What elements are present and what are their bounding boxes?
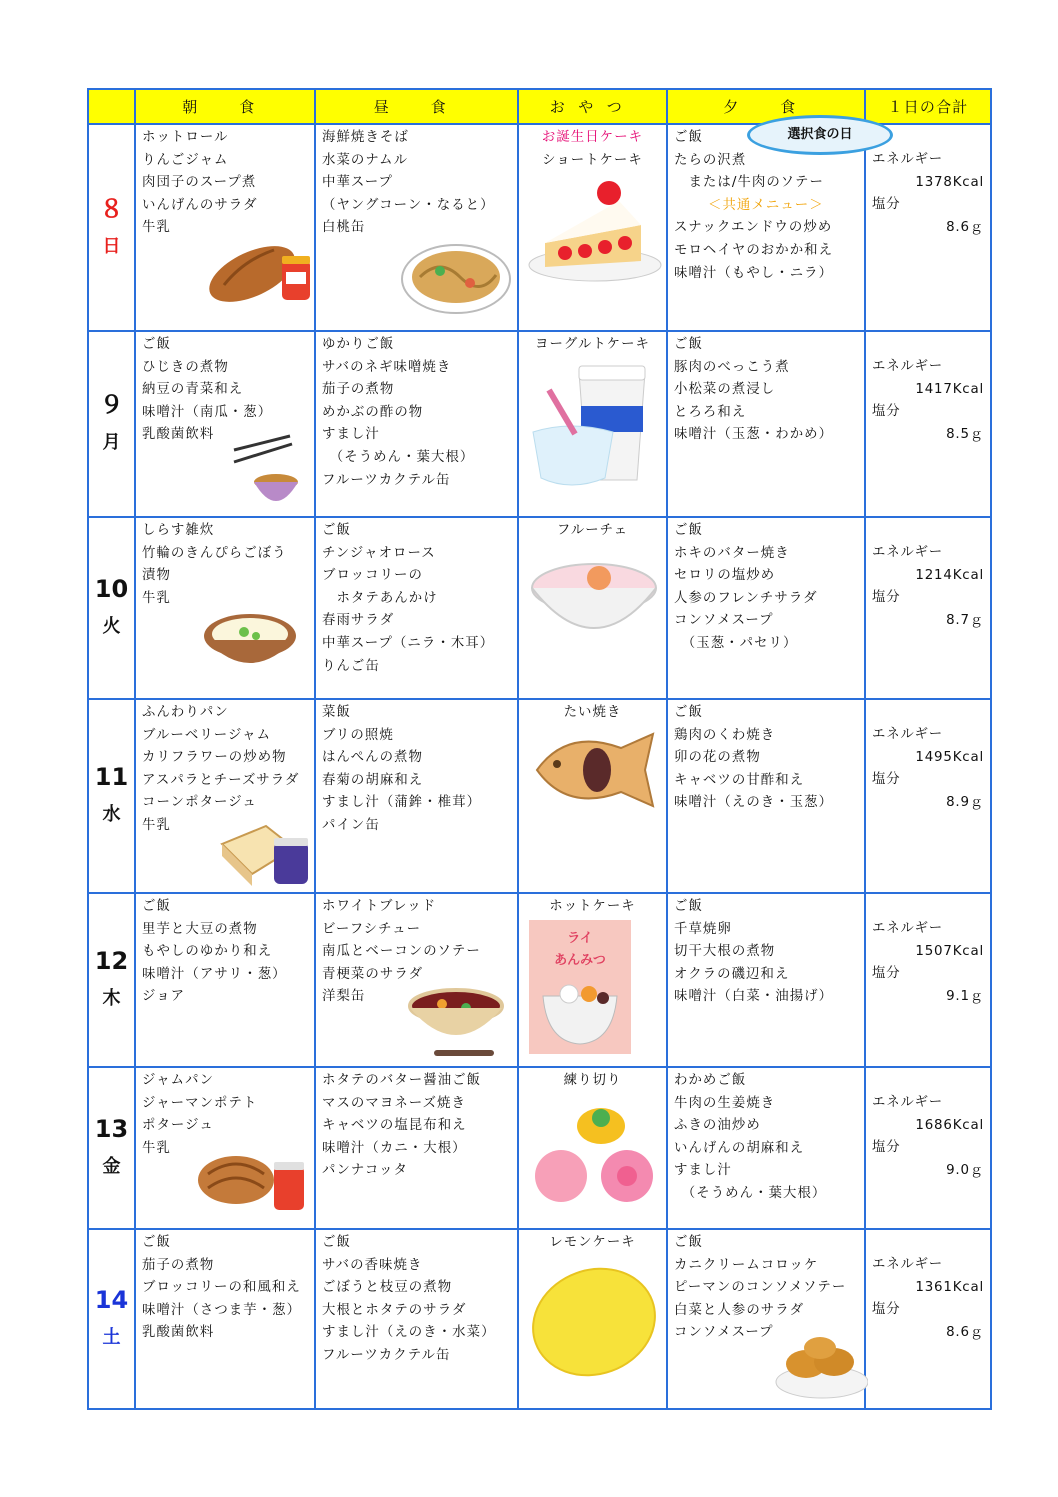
table-row bbox=[88, 1229, 991, 1409]
snack-menu: ヨーグルトケーキ bbox=[534, 337, 651, 352]
dinner-menu: ご飯 豚肉のべっこう煮 小松菜の煮浸し とろろ和え 味噌汁（玉葱・わかめ） bbox=[674, 337, 834, 443]
snack-cell bbox=[518, 893, 667, 1067]
lunch-menu: 海鮮焼きそば 水菜のナムル 中華スープ （ヤングコーン・なると） 白桃缶 bbox=[322, 130, 495, 236]
snack-cell bbox=[518, 1229, 667, 1409]
dinner-menu: ご飯 ホキのバター焼き セロリの塩炒め 人参のフレンチサラダ コンソメスープ （玉葱・パセリ） bbox=[674, 523, 818, 651]
snack-cell bbox=[518, 1067, 667, 1229]
dinner-menu-common: スナックエンドウの炒め モロヘイヤのおかか和え 味噌汁（もやし・ニラ） bbox=[674, 220, 834, 281]
day-number: 12 bbox=[94, 947, 129, 975]
dinner-cell bbox=[667, 124, 865, 331]
breakfast-menu: ふんわりパン ブルーベリージャム カリフラワーの炒め物 アスパラとチーズサラダ コーンポタージュ 牛乳 bbox=[142, 705, 300, 833]
anmitsu-bowl-icon bbox=[529, 972, 631, 1052]
salt-value: 8.9ｇ bbox=[946, 794, 984, 810]
day-cell bbox=[88, 331, 135, 517]
corner-cell bbox=[88, 89, 135, 124]
day-weekday: 木 bbox=[102, 988, 121, 1009]
salt-value: 8.5ｇ bbox=[946, 426, 984, 442]
salt-label: 塩分 bbox=[872, 1140, 901, 1156]
daily-total-cell bbox=[865, 1067, 991, 1229]
day-weekday: 火 bbox=[102, 616, 121, 637]
energy-label: エネルギー bbox=[872, 1095, 943, 1110]
salt-value: 8.7ｇ bbox=[946, 612, 984, 628]
fruiche-bowl-icon bbox=[527, 548, 661, 648]
anmitsu-card bbox=[529, 920, 631, 1054]
day-number: 14 bbox=[94, 1286, 129, 1314]
header-breakfast: 朝 食 bbox=[135, 89, 315, 124]
bread-roll-icon bbox=[204, 230, 314, 310]
day-weekday: 水 bbox=[102, 804, 121, 825]
energy-value: 1417Kcal bbox=[915, 381, 984, 397]
dinner-cell bbox=[667, 1229, 865, 1409]
dinner-cell bbox=[667, 517, 865, 699]
snack-menu bbox=[519, 125, 666, 172]
dinner-menu: わかめご飯 牛肉の生姜焼き ふきの油炒め いんげんの胡麻和え すまし汁 （そうめん・葉大根） bbox=[674, 1073, 827, 1201]
energy-label: エネルギー bbox=[872, 1257, 943, 1272]
salt-value: 9.1ｇ bbox=[946, 988, 984, 1004]
dinner-menu: ご飯 カニクリームコロッケ ピーマンのコンソメソテー 白菜と人参のサラダ コンソメスープ bbox=[674, 1235, 847, 1341]
snack-menu: たい焼き bbox=[563, 705, 622, 720]
snack-menu: フルーチェ bbox=[556, 523, 629, 538]
snack-cell bbox=[518, 331, 667, 517]
energy-label: エネルギー bbox=[872, 921, 943, 936]
lunch-menu: 菜飯 ブリの照焼 はんぺんの煮物 春菊の胡麻和え すまし汁（蒲鉾・椎茸） パイン缶 bbox=[322, 705, 482, 833]
daily-total-cell bbox=[865, 517, 991, 699]
yakisoba-plate-icon bbox=[400, 237, 512, 315]
day-cell bbox=[88, 1229, 135, 1409]
salt-label: 塩分 bbox=[872, 772, 901, 788]
table-row bbox=[88, 124, 991, 331]
lemon-cake-icon bbox=[529, 1260, 659, 1380]
day-number: ９ bbox=[99, 391, 124, 419]
day-weekday: 月 bbox=[102, 432, 121, 453]
snack-special-title: お誕生日ケーキ bbox=[541, 130, 644, 145]
breakfast-menu: ご飯 茄子の煮物 ブロッコリーの和風和え 味噌汁（さつま芋・葱） 乳酸菌飲料 bbox=[142, 1235, 302, 1341]
snack-menu: ホットケーキ bbox=[549, 899, 636, 914]
lunch-cell bbox=[315, 124, 518, 331]
table-row bbox=[88, 699, 991, 893]
salt-label: 塩分 bbox=[872, 590, 901, 606]
header-snack: おやつ bbox=[518, 89, 667, 124]
header-daily-total: １日の合計 bbox=[865, 89, 991, 124]
breakfast-cell bbox=[135, 1229, 315, 1409]
energy-label: エネルギー bbox=[872, 152, 943, 167]
energy-value: 1495Kcal bbox=[915, 749, 984, 765]
breakfast-cell bbox=[135, 699, 315, 893]
day-cell bbox=[88, 124, 135, 331]
energy-value: 1361Kcal bbox=[915, 1279, 984, 1295]
lunch-cell bbox=[315, 699, 518, 893]
dinner-menu: ご飯 鶏肉のくわ焼き 卯の花の煮物 キャベツの甘酢和え 味噌汁（えのき・玉葱） bbox=[674, 705, 834, 811]
snack-cell bbox=[518, 699, 667, 893]
dinner-cell bbox=[667, 893, 865, 1067]
day-cell bbox=[88, 1067, 135, 1229]
dinner-cell bbox=[667, 331, 865, 517]
lunch-cell bbox=[315, 331, 518, 517]
day-cell bbox=[88, 517, 135, 699]
header-dinner: 夕 食 bbox=[667, 89, 865, 124]
daily-total-cell bbox=[865, 124, 991, 331]
taiyaki-icon bbox=[527, 724, 661, 816]
salt-value: 8.6ｇ bbox=[946, 219, 984, 235]
salt-value: 9.0ｇ bbox=[946, 1162, 984, 1178]
selection-day-badge: 選択食の日 bbox=[747, 115, 893, 155]
dinner-menu-main: ご飯 たらの沢煮 または/牛肉のソテー bbox=[674, 130, 824, 191]
yogurt-cup-icon bbox=[529, 360, 659, 488]
energy-label: エネルギー bbox=[872, 727, 943, 742]
breakfast-cell bbox=[135, 517, 315, 699]
lunch-cell bbox=[315, 1229, 518, 1409]
dinner-cell bbox=[667, 1067, 865, 1229]
breakfast-cell bbox=[135, 893, 315, 1067]
table-row bbox=[88, 331, 991, 517]
lunch-cell bbox=[315, 1067, 518, 1229]
energy-value: 1686Kcal bbox=[915, 1117, 984, 1133]
lunch-menu: ゆかりご飯 サバのネギ味噌焼き 茄子の煮物 めかぶの酢の物 すまし汁 （そうめん・葉大根） フルーツカクテル缶 bbox=[322, 337, 475, 488]
lunch-menu: ご飯 チンジャオロース ブロッコリーの ホタテあんかけ 春雨サラダ 中華スープ（ニラ・木耳） りんご缶 bbox=[322, 523, 495, 674]
shortcake-icon bbox=[523, 173, 663, 283]
daily-total-cell bbox=[865, 893, 991, 1067]
snack-menu: レモンケーキ bbox=[549, 1235, 636, 1250]
day-number: 13 bbox=[94, 1115, 129, 1143]
dinner-cell bbox=[667, 699, 865, 893]
energy-value: 1507Kcal bbox=[915, 943, 984, 959]
breakfast-cell bbox=[135, 124, 315, 331]
header-lunch: 昼 食 bbox=[315, 89, 518, 124]
day-cell bbox=[88, 893, 135, 1067]
breakfast-menu: ご飯 ひじきの煮物 納豆の青菜和え 味噌汁（南瓜・葱） 乳酸菌飲料 bbox=[142, 337, 273, 443]
lunch-menu: ホタテのバター醤油ご飯 マスのマヨネーズ焼き キャベツの塩昆布和え 味噌汁（カニ・大根） パンナコッタ bbox=[322, 1073, 482, 1179]
snack-menu: 練り切り bbox=[563, 1073, 622, 1088]
day-cell bbox=[88, 699, 135, 893]
lunch-cell bbox=[315, 893, 518, 1067]
day-number: ８ bbox=[99, 194, 124, 223]
dinner-menu: ご飯 千草焼卵 切干大根の煮物 オクラの磯辺和え 味噌汁（白菜・油揚げ） bbox=[674, 899, 834, 1005]
table-row bbox=[88, 517, 991, 699]
daily-total-cell bbox=[865, 699, 991, 893]
lunch-menu: ご飯 サバの香味焼き ごぼうと枝豆の煮物 大根とホタテのサラダ すまし汁（えのき・水菜） フルーツカクテル缶 bbox=[322, 1235, 496, 1363]
salt-label: 塩分 bbox=[872, 1302, 901, 1318]
daily-total-cell bbox=[865, 1229, 991, 1409]
snack-item: ショートケーキ bbox=[542, 152, 643, 168]
breakfast-cell bbox=[135, 331, 315, 517]
breakfast-menu: ジャムパン ジャーマンポテト ポタージュ 牛乳 bbox=[142, 1073, 258, 1156]
rice-porridge-icon bbox=[200, 606, 300, 678]
day-weekday: 金 bbox=[102, 1156, 121, 1177]
snack-cell bbox=[518, 517, 667, 699]
table-row bbox=[88, 1067, 991, 1229]
energy-value: 1214Kcal bbox=[915, 567, 984, 583]
weekly-menu-table bbox=[87, 88, 992, 1410]
daily-total-cell bbox=[865, 331, 991, 517]
anmitsu-sign-text: ライ あんみつ bbox=[554, 931, 606, 968]
salt-value: 8.6ｇ bbox=[946, 1324, 984, 1340]
salt-label: 塩分 bbox=[872, 966, 901, 982]
table-row bbox=[88, 893, 991, 1067]
energy-label: エネルギー bbox=[872, 545, 943, 560]
day-number: 11 bbox=[94, 763, 129, 791]
snack-cell bbox=[518, 124, 667, 331]
day-weekday: 土 bbox=[102, 1327, 121, 1348]
energy-label: エネルギー bbox=[872, 359, 943, 374]
day-number: 10 bbox=[94, 575, 129, 603]
common-menu-label: ＜共通メニュー＞ bbox=[708, 197, 824, 213]
day-weekday: 日 bbox=[102, 235, 121, 257]
energy-value: 1378Kcal bbox=[915, 174, 984, 190]
nerikiri-icon bbox=[529, 1096, 659, 1216]
breakfast-menu: しらす雑炊 竹輪のきんぴらごぼう 漬物 牛乳 bbox=[142, 523, 287, 606]
breakfast-menu: ホットロール りんごジャム 肉団子のスープ煮 いんげんのサラダ 牛乳 bbox=[142, 130, 258, 236]
lunch-menu: ホワイトブレッド ビーフシチュー 南瓜とベーコンのソテー 青梗菜のサラダ 洋梨缶 bbox=[322, 899, 481, 1005]
salt-label: 塩分 bbox=[872, 197, 901, 213]
salt-label: 塩分 bbox=[872, 404, 901, 420]
breakfast-cell bbox=[135, 1067, 315, 1229]
breakfast-menu: ご飯 里芋と大豆の煮物 もやしのゆかり和え 味噌汁（アサリ・葱） ジョア bbox=[142, 899, 287, 1005]
lunch-cell bbox=[315, 517, 518, 699]
